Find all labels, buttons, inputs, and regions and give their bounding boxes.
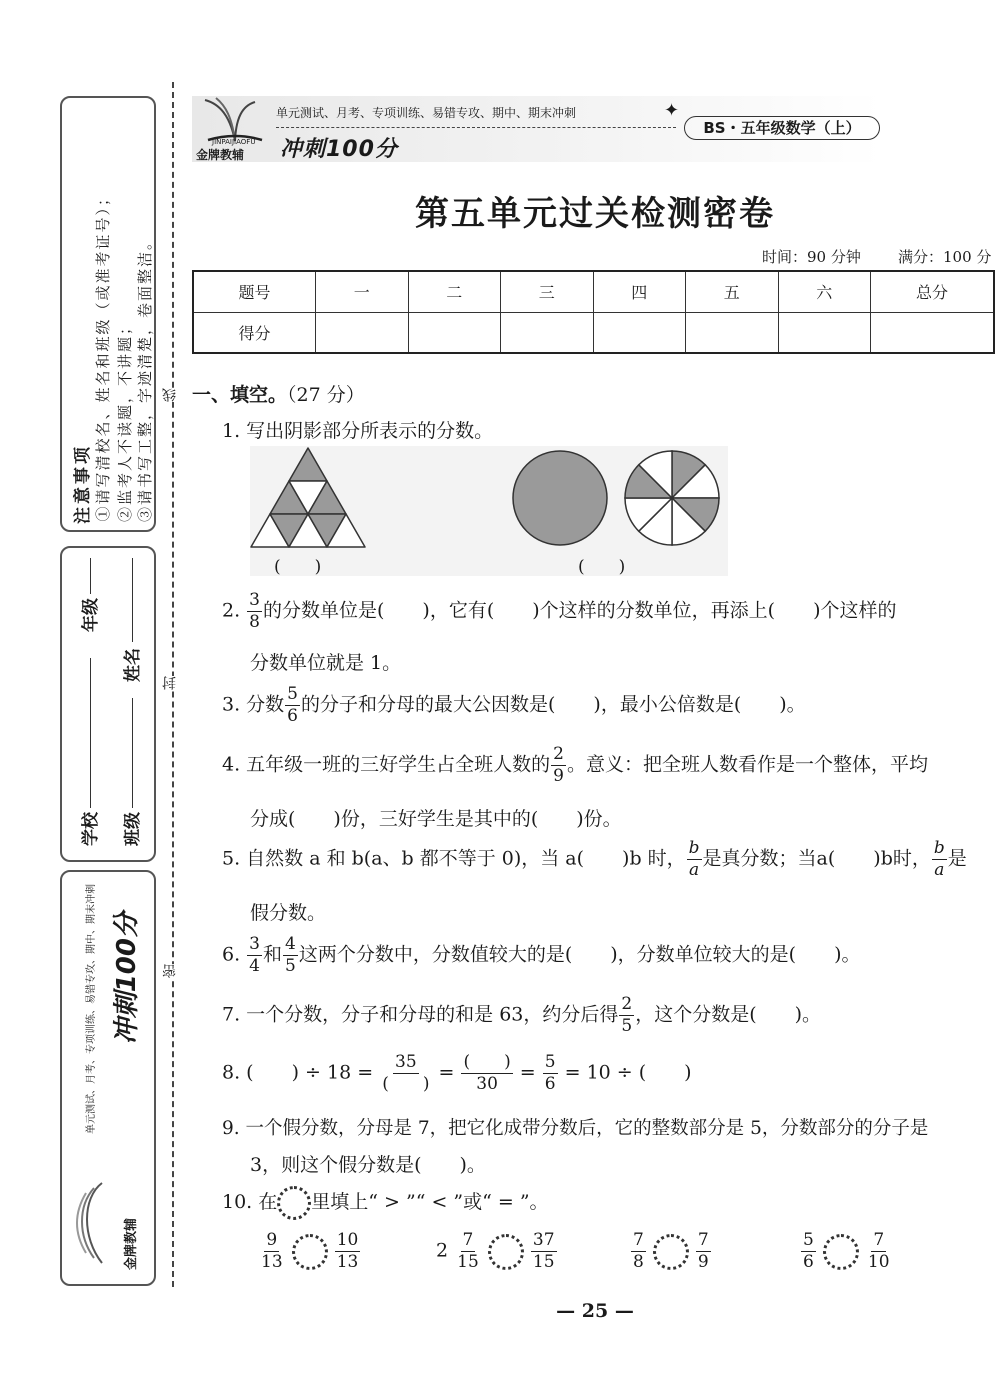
question-9-cont: 3，则这个假分数是( )。	[250, 1154, 486, 1176]
question-2-cont: 分数单位就是 1。	[250, 652, 402, 674]
answer-paren-2[interactable]: ( )	[578, 557, 626, 577]
compare-circle-input[interactable]	[653, 1234, 689, 1270]
cut-label-seal: 封	[162, 676, 178, 690]
numerator: 35	[395, 1052, 417, 1072]
sparkle-icon: ✦	[664, 100, 680, 121]
denominator: 9	[697, 1252, 709, 1272]
compare-item-1	[258, 1232, 361, 1271]
fraction	[543, 1054, 558, 1093]
compare-item-2	[436, 1232, 558, 1271]
question-text: 的分数单位是( )，它有( )个这样的分数单位，再添上( )个这样的	[263, 599, 897, 622]
full-score: 满分：100 分	[898, 248, 992, 266]
fraction	[619, 996, 634, 1035]
brand-pinyin: JINPAIJIAOFU	[212, 138, 256, 146]
name-label: 姓名	[123, 648, 143, 682]
numerator: 7	[462, 1230, 474, 1250]
denominator: 8	[249, 612, 260, 632]
notice-heading: 注意事项	[73, 444, 93, 524]
answer-paren-1[interactable]: ( )	[274, 557, 322, 577]
brand-logo-text: 金牌教辅	[196, 148, 245, 162]
question-9: 9. 一个假分数，分母是 7，把它化成带分数后，它的整数部分是 5，分数部分的分子是	[222, 1118, 929, 1139]
school-line[interactable]	[90, 658, 91, 808]
fraction	[285, 686, 300, 725]
class-line[interactable]	[132, 698, 133, 808]
grade-line[interactable]	[90, 558, 91, 594]
numerator: 10	[336, 1230, 359, 1250]
fraction	[283, 936, 298, 975]
denominator: 30	[476, 1074, 498, 1094]
section-heading-text: 一、填空。	[192, 384, 288, 406]
score-cell[interactable]	[408, 312, 501, 353]
numerator: 5	[544, 1052, 556, 1072]
numerator: 3	[249, 590, 260, 610]
denominator: a	[689, 860, 700, 880]
compare-circle-input[interactable]	[488, 1234, 524, 1270]
question-text: 这两个分数中，分数值较大的是( )，分数单位较大的是( )。	[298, 943, 861, 966]
compare-circle-input[interactable]	[823, 1234, 859, 1270]
question-2	[222, 592, 896, 631]
equals-sign: =	[438, 1061, 455, 1084]
numerator: 2	[553, 744, 564, 764]
numerator: 3	[249, 934, 260, 954]
grade-badge: BS・五年级数学（上）	[684, 116, 880, 140]
question-text: 4. 五年级一班的三好学生占全班人数的	[222, 753, 551, 776]
denominator: 5	[285, 956, 296, 976]
numerator: 7	[873, 1230, 885, 1250]
triangle-figure	[250, 446, 366, 550]
denominator: 4	[249, 956, 260, 976]
fraction	[247, 592, 262, 631]
student-info-box	[60, 546, 156, 862]
question-number: 6.	[222, 943, 247, 966]
denominator: 5	[621, 1016, 633, 1036]
question-4	[222, 746, 928, 785]
table-cell: 四	[593, 271, 686, 312]
denominator: a	[934, 860, 945, 880]
question-text: 5. 自然数 a 和 b(a、b 都不等于 0)，当 a( )b 时，	[222, 847, 686, 870]
page-number: — 25 —	[556, 1300, 634, 1322]
denominator: 13	[261, 1252, 283, 1272]
denominator: 8	[633, 1252, 644, 1272]
denominator: 10	[867, 1252, 890, 1272]
question-10	[222, 1186, 549, 1220]
question-number: 2.	[222, 599, 247, 622]
question-text: 8. ( ) ÷ 18 =	[222, 1061, 374, 1084]
cut-label-line: 线	[162, 388, 178, 402]
question-text: 。意义：把全班人数看作是一个整体，平均	[567, 753, 929, 776]
score-cell[interactable]	[316, 312, 409, 353]
score-cell[interactable]	[778, 312, 871, 353]
notice-box	[60, 96, 156, 532]
page-title: 第五单元过关检测密卷	[415, 194, 775, 234]
section-heading	[192, 380, 365, 407]
fraction	[687, 840, 702, 879]
section-points: （27 分）	[287, 384, 365, 406]
fraction	[247, 936, 262, 975]
table-cell: 三	[501, 271, 594, 312]
notice-line-1: ①请写清校名、姓名和班级（或准考证号）；	[94, 189, 112, 522]
compare-circle-icon	[277, 1186, 311, 1220]
numerator: b	[933, 838, 945, 858]
denominator: 6	[287, 706, 298, 726]
school-label: 学校	[81, 812, 101, 846]
score-table	[192, 270, 995, 354]
denominator: 13	[336, 1252, 359, 1272]
numerator[interactable]: ( )	[463, 1052, 511, 1072]
brand-logo-text: 金牌教辅	[124, 1217, 139, 1270]
fraction	[631, 1232, 646, 1271]
numerator: b	[688, 838, 700, 858]
fraction	[461, 1054, 512, 1093]
table-cell: 题号	[193, 271, 316, 312]
question-text: 是	[947, 847, 967, 870]
table-row	[193, 271, 994, 312]
brand-title: 冲刺100分	[112, 912, 142, 1045]
denominator: 15	[457, 1252, 479, 1272]
question-3	[222, 686, 806, 725]
score-cell[interactable]	[871, 312, 995, 353]
fraction	[335, 1232, 361, 1271]
question-1: 1. 写出阴影部分所表示的分数。	[222, 420, 494, 442]
pie-circle-figure	[622, 448, 722, 548]
denominator: 6	[544, 1074, 556, 1094]
fraction	[932, 840, 947, 879]
question-text: 和	[263, 943, 283, 966]
table-cell: 总分	[871, 271, 995, 312]
cut-label-secret: 密	[162, 964, 178, 978]
numerator: 7	[633, 1230, 644, 1250]
compare-circle-input[interactable]	[292, 1234, 328, 1270]
denominator: 6	[803, 1252, 814, 1272]
question-text: 3. 分数	[222, 693, 285, 716]
grade-label: 年级	[81, 598, 101, 632]
numerator: 4	[285, 934, 296, 954]
table-cell: 得分	[193, 312, 316, 353]
question-text: 10. 在	[222, 1191, 278, 1213]
class-label: 班级	[123, 812, 143, 846]
question-text: = 10 ÷ ( )	[564, 1061, 692, 1084]
denominator: 9	[553, 766, 564, 786]
question-7	[222, 996, 821, 1035]
fraction	[801, 1232, 816, 1271]
numerator: 2	[621, 994, 633, 1014]
compare-item-3	[630, 1232, 712, 1271]
compare-item-4	[800, 1232, 893, 1271]
denominator: 15	[532, 1252, 555, 1272]
full-circle-figure	[510, 448, 610, 548]
fraction	[696, 1232, 711, 1271]
fraction	[551, 746, 566, 785]
fraction	[455, 1232, 481, 1271]
header-subtitle: 单元测试、月考、专项训练、易错专攻、期中、期末冲刺	[276, 106, 577, 120]
question-5	[222, 840, 967, 879]
table-cell: 一	[316, 271, 409, 312]
question-text: ，这个分数是( )。	[635, 1003, 822, 1026]
question-5-cont: 假分数。	[250, 902, 327, 924]
question-text: 是真分数；当a( )b时，	[702, 847, 931, 870]
book-logo-icon	[72, 1178, 112, 1268]
notice-line-3: ③请书写工整，字迹清楚，卷面整洁。	[136, 232, 154, 522]
table-row	[193, 312, 994, 353]
fraction	[866, 1232, 892, 1271]
brand-subtitle: 单元测试、月考、专项训练、易错专攻、期中、期末冲刺	[86, 884, 97, 1134]
denominator[interactable]: ( )	[382, 1074, 430, 1094]
numerator: 7	[697, 1230, 709, 1250]
equals-sign: =	[519, 1061, 536, 1084]
question-6	[222, 936, 861, 975]
fraction	[259, 1232, 285, 1271]
exam-time: 时间：90 分钟	[762, 248, 861, 266]
fraction	[531, 1232, 557, 1271]
numerator: 37	[532, 1230, 555, 1250]
brand-box	[60, 870, 156, 1286]
table-cell: 六	[778, 271, 871, 312]
question-8	[222, 1054, 692, 1093]
question-text: 7. 一个分数，分子和分母的和是 63，约分后得	[222, 1003, 619, 1026]
question-text: 里填上“ > ”“ < ”或“ = ”。	[311, 1191, 549, 1213]
question-text: 的分子和分母的最大公因数是( )，最小公倍数是( )。	[301, 693, 806, 716]
score-cell[interactable]	[501, 312, 594, 353]
table-cell: 二	[408, 271, 501, 312]
table-cell: 五	[686, 271, 779, 312]
numerator: 5	[287, 684, 298, 704]
numerator: 9	[266, 1230, 278, 1250]
notice-line-2: ②监考人不读题，不讲题；	[116, 317, 134, 522]
fraction	[380, 1054, 431, 1093]
question-4-cont: 分成( )份，三好学生是其中的( )份。	[250, 808, 622, 830]
name-line[interactable]	[132, 558, 133, 642]
score-cell[interactable]	[686, 312, 779, 353]
header-divider	[276, 127, 676, 128]
whole-number: 2	[436, 1239, 449, 1262]
numerator: 5	[803, 1230, 814, 1250]
score-cell[interactable]	[593, 312, 686, 353]
brand-title: 冲刺100分	[280, 137, 398, 162]
